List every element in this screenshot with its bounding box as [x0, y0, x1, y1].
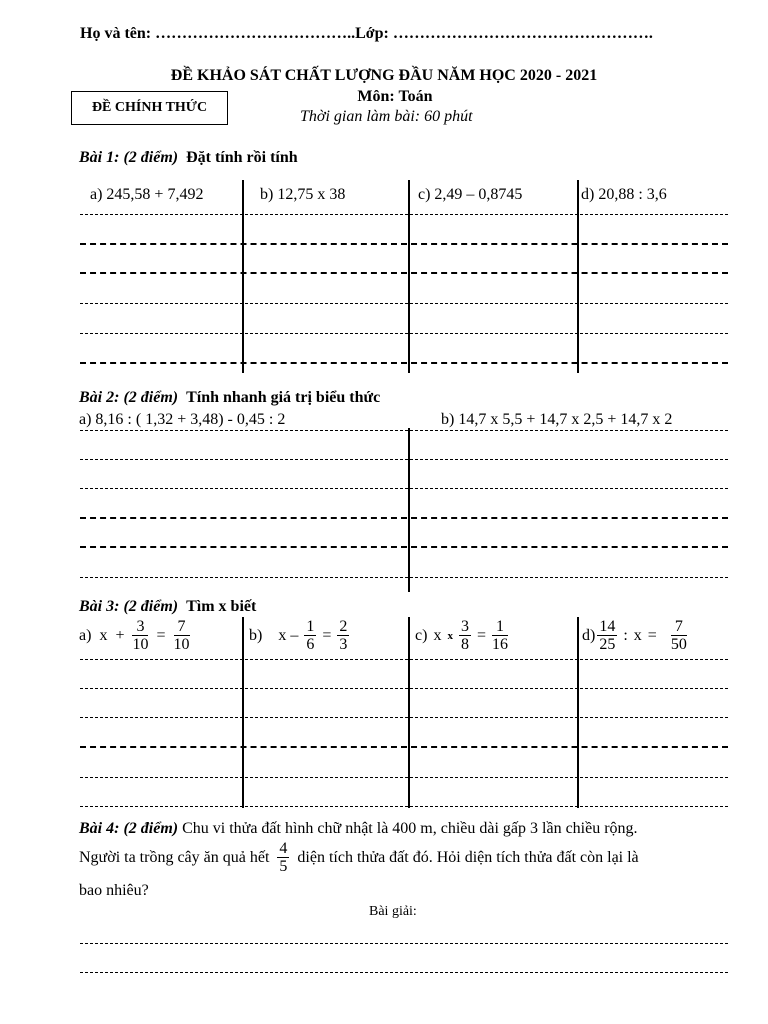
- bai3-d-operator: :: [623, 626, 628, 644]
- bai3-answer-line: [80, 806, 728, 807]
- official-exam-badge: [71, 91, 228, 125]
- bai1-answer-line: [80, 362, 728, 364]
- bai2-item-b: b) 14,7 x 5,5 + 14,7 x 2,5 + 14,7 x 2: [441, 411, 673, 428]
- bai1-column-divider-2: [408, 180, 410, 373]
- bai3-c-fraction-2: $\frac{1}{16}$: [491, 618, 508, 653]
- bai1-answer-line: [80, 214, 728, 215]
- bai3-b-fraction-2: $\frac{2}{3}$: [339, 618, 348, 653]
- bai3-b-fraction-1: $\frac{1}{6}$: [306, 618, 315, 653]
- bai3-b-x: x –: [278, 626, 299, 644]
- bai2-answer-line: [80, 430, 728, 431]
- bai2-answer-line: [80, 488, 728, 489]
- bai3-column-divider-3: [577, 617, 579, 808]
- solution-label: Bài giải:: [369, 904, 417, 919]
- bai1-answer-line: [80, 333, 728, 334]
- bai3-c-operator: x: [447, 629, 453, 642]
- bai1-answer-line: [80, 243, 728, 245]
- bai3-answer-line: [80, 777, 728, 778]
- bai3-item-b: [249, 618, 349, 653]
- bai3-a-prefix: a): [79, 626, 92, 644]
- bai3-c-x: x: [433, 626, 442, 644]
- bai2-label: Bài 2: (2 điểm): [79, 389, 179, 406]
- bai3-a-operator: +: [115, 626, 125, 644]
- bai2-answer-line: [80, 546, 728, 548]
- bai3-d-x: x: [633, 626, 642, 644]
- bai4-label: Bài 4: (2 điểm): [79, 820, 179, 837]
- official-exam-label: ĐỀ CHÍNH THỨC: [91, 100, 208, 115]
- bai3-a-fraction-2: $\frac{7}{10}$: [173, 618, 190, 653]
- bai2-answer-line: [80, 577, 728, 578]
- bai3-c-prefix: c): [415, 626, 428, 644]
- bai3-answer-line: [80, 688, 728, 689]
- time-limit: Thời gian làm bài: 60 phút: [300, 108, 473, 125]
- exam-title: ĐỀ KHẢO SÁT CHẤT LƯỢNG ĐẦU NĂM HỌC 2020 - 2021: [170, 67, 598, 84]
- subject-label: Môn: Toán: [357, 88, 433, 105]
- bai2-column-divider: [408, 428, 410, 592]
- bai2-answer-line: [80, 459, 728, 460]
- bai3-a-equals: =: [156, 626, 166, 644]
- bai4-line-1: [79, 820, 638, 838]
- bai3-d-fraction-1: $\frac{14}{25}$: [599, 618, 616, 653]
- bai3-task: Tìm x biết: [186, 598, 257, 615]
- bai1-answer-line: [80, 303, 728, 304]
- bai1-item-d: d) 20,88 : 3,6: [581, 186, 667, 203]
- bai2-heading: [79, 389, 380, 407]
- bai3-answer-line: [80, 717, 728, 718]
- bai3-item-c: [415, 618, 508, 653]
- bai1-item-c: c) 2,49 – 0,8745: [418, 186, 523, 203]
- bai1-answer-line: [80, 272, 728, 274]
- bai3-answer-line: [80, 746, 728, 748]
- bai4-line-3: bao nhiêu?: [79, 882, 149, 899]
- bai1-task: Đặt tính rồi tính: [186, 149, 298, 166]
- bai2-task: Tính nhanh giá trị biểu thức: [186, 389, 381, 406]
- bai3-a-fraction-1: $\frac{3}{10}$: [132, 618, 149, 653]
- bai3-d-equals: =: [647, 626, 657, 644]
- bai3-column-divider-2: [408, 617, 410, 808]
- bai1-label: Bài 1: (2 điểm): [79, 149, 179, 166]
- bai4-text-2a: Người ta trồng cây ăn quả hết: [79, 848, 270, 866]
- bai3-d-fraction-2: $\frac{7}{50}$: [670, 618, 687, 653]
- bai1-column-divider-1: [242, 180, 244, 373]
- bai3-label: Bài 3: (2 điểm): [79, 598, 179, 615]
- bai3-heading: [79, 598, 256, 616]
- bai2-item-a: a) 8,16 : ( 1,32 + 3,48) - 0,45 : 2: [79, 411, 286, 428]
- bai1-column-divider-3: [577, 180, 579, 373]
- bai3-b-equals: =: [322, 626, 332, 644]
- bai3-answer-line: [80, 659, 728, 660]
- bai3-d-prefix: d): [582, 626, 596, 644]
- bai4-text-2b: diện tích thửa đất đó. Hỏi diện tích thửa đất còn lại là: [297, 848, 639, 866]
- bai4-fraction: $\frac{4}{5}$: [279, 840, 288, 875]
- bai4-answer-line: [80, 972, 728, 973]
- bai4-text-1: Chu vi thửa đất hình chữ nhật là 400 m, chiều dài gấp 3 lần chiều rộng.: [182, 820, 638, 837]
- name-class-field: Họ và tên: ………………………………..Lớp: ………………………………………….: [80, 25, 653, 42]
- bai3-b-prefix: b): [249, 626, 263, 644]
- bai1-heading: [79, 149, 298, 167]
- bai3-column-divider-1: [242, 617, 244, 808]
- bai4-line-2: [79, 840, 639, 875]
- bai1-item-b: b) 12,75 x 38: [260, 186, 346, 203]
- bai3-c-fraction-1: $\frac{3}{8}$: [460, 618, 469, 653]
- bai3-item-a: [79, 618, 190, 653]
- bai1-item-a: a) 245,58 + 7,492: [90, 186, 204, 203]
- bai2-answer-line: [80, 517, 728, 519]
- bai3-a-x: x: [99, 626, 108, 644]
- bai3-c-equals: =: [476, 626, 486, 644]
- bai4-answer-line: [80, 943, 728, 944]
- bai3-item-d: [582, 618, 687, 653]
